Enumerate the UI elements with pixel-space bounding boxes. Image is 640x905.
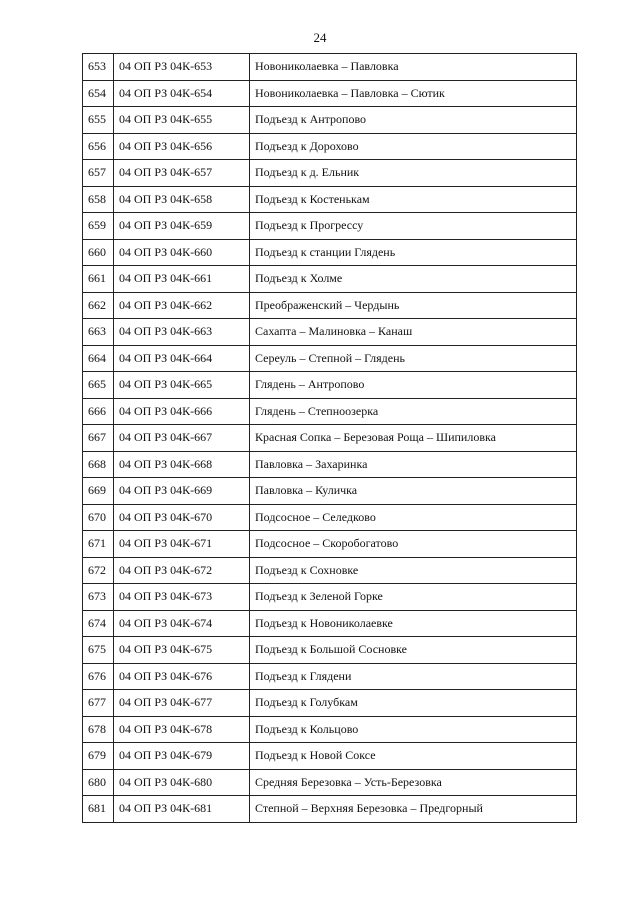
table-row (83, 107, 577, 134)
road-name-cell: Подсосное – Скоробогатово (250, 531, 577, 558)
row-number-cell: 669 (83, 478, 114, 505)
road-code-cell: 04 ОП РЗ 04К-663 (114, 319, 250, 346)
row-number-cell: 653 (83, 54, 114, 81)
road-name-cell: Подъезд к Прогрессу (250, 213, 577, 240)
road-name-cell: Подъезд к Сохновке (250, 557, 577, 584)
road-code-cell: 04 ОП РЗ 04К-654 (114, 80, 250, 107)
roads-table (82, 53, 577, 823)
road-code-cell: 04 ОП РЗ 04К-658 (114, 186, 250, 213)
road-name-cell: Новониколаевка – Павловка – Сютик (250, 80, 577, 107)
row-number-cell: 678 (83, 716, 114, 743)
row-number-cell: 657 (83, 160, 114, 187)
road-name-cell: Подъезд к станции Глядень (250, 239, 577, 266)
table-row (83, 743, 577, 770)
road-name-cell: Подъезд к Новой Соксе (250, 743, 577, 770)
road-code-cell: 04 ОП РЗ 04К-656 (114, 133, 250, 160)
road-name-cell: Павловка – Захаринка (250, 451, 577, 478)
road-name-cell: Павловка – Куличка (250, 478, 577, 505)
road-code-cell: 04 ОП РЗ 04К-660 (114, 239, 250, 266)
road-name-cell: Глядень – Степноозерка (250, 398, 577, 425)
road-code-cell: 04 ОП РЗ 04К-679 (114, 743, 250, 770)
road-name-cell: Подъезд к Зеленой Горке (250, 584, 577, 611)
table-row (83, 637, 577, 664)
road-name-cell: Степной – Верхняя Березовка – Предгорный (250, 796, 577, 823)
road-code-cell: 04 ОП РЗ 04К-676 (114, 663, 250, 690)
row-number-cell: 679 (83, 743, 114, 770)
row-number-cell: 656 (83, 133, 114, 160)
row-number-cell: 661 (83, 266, 114, 293)
table-row (83, 557, 577, 584)
row-number-cell: 670 (83, 504, 114, 531)
road-code-cell: 04 ОП РЗ 04К-680 (114, 769, 250, 796)
road-code-cell: 04 ОП РЗ 04К-669 (114, 478, 250, 505)
road-name-cell: Глядень – Антропово (250, 372, 577, 399)
table-row (83, 584, 577, 611)
road-name-cell: Подъезд к Кольцово (250, 716, 577, 743)
road-code-cell: 04 ОП РЗ 04К-675 (114, 637, 250, 664)
row-number-cell: 675 (83, 637, 114, 664)
road-name-cell: Подъезд к Голубкам (250, 690, 577, 717)
row-number-cell: 654 (83, 80, 114, 107)
road-name-cell: Подъезд к Антропово (250, 107, 577, 134)
table-row (83, 690, 577, 717)
road-name-cell: Подъезд к Холме (250, 266, 577, 293)
road-code-cell: 04 ОП РЗ 04К-666 (114, 398, 250, 425)
page-number: 24 (313, 30, 327, 45)
row-number-cell: 673 (83, 584, 114, 611)
table-row (83, 663, 577, 690)
table-row (83, 160, 577, 187)
row-number-cell: 676 (83, 663, 114, 690)
road-code-cell: 04 ОП РЗ 04К-671 (114, 531, 250, 558)
road-code-cell: 04 ОП РЗ 04К-662 (114, 292, 250, 319)
road-name-cell: Подсосное – Селедково (250, 504, 577, 531)
row-number-cell: 658 (83, 186, 114, 213)
road-code-cell: 04 ОП РЗ 04К-653 (114, 54, 250, 81)
road-name-cell: Подъезд к Дорохово (250, 133, 577, 160)
table-row (83, 54, 577, 81)
road-code-cell: 04 ОП РЗ 04К-661 (114, 266, 250, 293)
table-row (83, 213, 577, 240)
road-code-cell: 04 ОП РЗ 04К-659 (114, 213, 250, 240)
table-row (83, 186, 577, 213)
road-name-cell: Новониколаевка – Павловка (250, 54, 577, 81)
row-number-cell: 664 (83, 345, 114, 372)
road-code-cell: 04 ОП РЗ 04К-670 (114, 504, 250, 531)
road-code-cell: 04 ОП РЗ 04К-681 (114, 796, 250, 823)
road-code-cell: 04 ОП РЗ 04К-677 (114, 690, 250, 717)
road-name-cell: Подъезд к Костенькам (250, 186, 577, 213)
table-row (83, 239, 577, 266)
road-code-cell: 04 ОП РЗ 04К-665 (114, 372, 250, 399)
roads-table-body (83, 54, 577, 823)
table-row (83, 796, 577, 823)
road-name-cell: Сереуль – Степной – Глядень (250, 345, 577, 372)
table-row (83, 292, 577, 319)
table-row (83, 133, 577, 160)
row-number-cell: 662 (83, 292, 114, 319)
table-row (83, 478, 577, 505)
road-name-cell: Подъезд к Глядени (250, 663, 577, 690)
table-row (83, 372, 577, 399)
row-number-cell: 665 (83, 372, 114, 399)
row-number-cell: 655 (83, 107, 114, 134)
road-code-cell: 04 ОП РЗ 04К-674 (114, 610, 250, 637)
road-code-cell: 04 ОП РЗ 04К-664 (114, 345, 250, 372)
road-code-cell: 04 ОП РЗ 04К-655 (114, 107, 250, 134)
table-row (83, 266, 577, 293)
road-code-cell: 04 ОП РЗ 04К-673 (114, 584, 250, 611)
row-number-cell: 671 (83, 531, 114, 558)
row-number-cell: 666 (83, 398, 114, 425)
road-code-cell: 04 ОП РЗ 04К-657 (114, 160, 250, 187)
table-row (83, 716, 577, 743)
row-number-cell: 681 (83, 796, 114, 823)
table-row (83, 80, 577, 107)
road-name-cell: Средняя Березовка – Усть-Березовка (250, 769, 577, 796)
table-row (83, 398, 577, 425)
table-row (83, 345, 577, 372)
road-code-cell: 04 ОП РЗ 04К-678 (114, 716, 250, 743)
road-code-cell: 04 ОП РЗ 04К-672 (114, 557, 250, 584)
road-name-cell: Преображенский – Чердынь (250, 292, 577, 319)
row-number-cell: 659 (83, 213, 114, 240)
row-number-cell: 680 (83, 769, 114, 796)
road-name-cell: Красная Сопка – Березовая Роща – Шипиловка (250, 425, 577, 452)
table-row (83, 610, 577, 637)
row-number-cell: 660 (83, 239, 114, 266)
table-row (83, 319, 577, 346)
road-name-cell: Сахапта – Малиновка – Канаш (250, 319, 577, 346)
table-row (83, 451, 577, 478)
row-number-cell: 668 (83, 451, 114, 478)
row-number-cell: 663 (83, 319, 114, 346)
road-code-cell: 04 ОП РЗ 04К-668 (114, 451, 250, 478)
road-name-cell: Подъезд к д. Ельник (250, 160, 577, 187)
road-name-cell: Подъезд к Большой Сосновке (250, 637, 577, 664)
table-row (83, 504, 577, 531)
row-number-cell: 667 (83, 425, 114, 452)
row-number-cell: 674 (83, 610, 114, 637)
row-number-cell: 677 (83, 690, 114, 717)
table-row (83, 769, 577, 796)
table-row (83, 531, 577, 558)
table-row (83, 425, 577, 452)
row-number-cell: 672 (83, 557, 114, 584)
road-code-cell: 04 ОП РЗ 04К-667 (114, 425, 250, 452)
road-name-cell: Подъезд к Новониколаевке (250, 610, 577, 637)
